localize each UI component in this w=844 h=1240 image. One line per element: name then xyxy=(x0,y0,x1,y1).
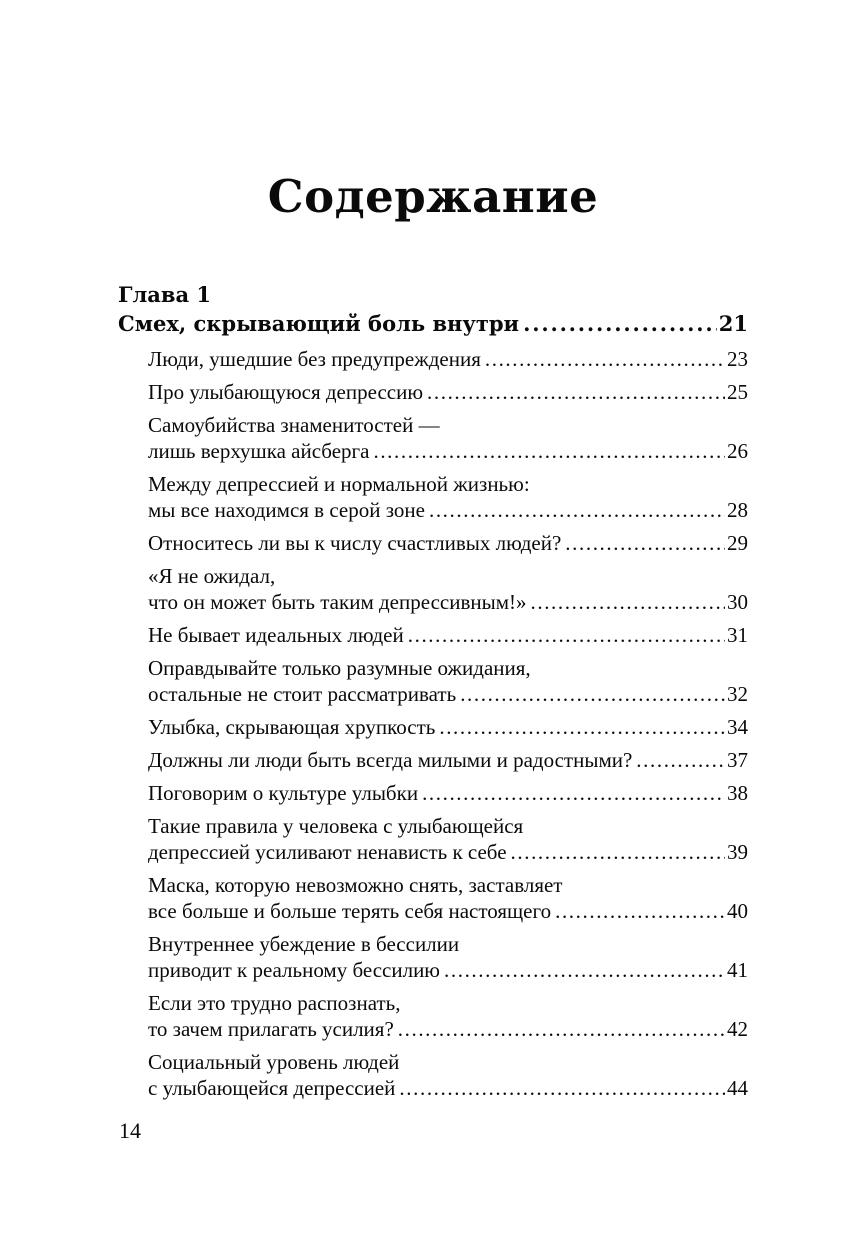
toc-entry-page-number: 26 xyxy=(727,439,748,463)
chapter-title-line xyxy=(118,309,748,338)
toc-entry-text: Про улыбающуюся депрессию xyxy=(148,380,424,404)
toc-entry xyxy=(148,412,748,464)
dot-leader xyxy=(636,747,725,773)
toc-entry-line xyxy=(148,714,748,740)
toc-content xyxy=(118,168,748,1108)
toc-entry-line xyxy=(148,957,748,983)
toc-entry-line xyxy=(148,622,748,648)
toc-entry-line xyxy=(148,839,748,865)
toc-entry xyxy=(148,471,748,523)
toc-entry-text: мы все находимся в серой зоне xyxy=(148,498,425,522)
toc-entry-page-number: 39 xyxy=(727,840,748,864)
toc-entry xyxy=(148,872,748,924)
toc-entry-page-number: 28 xyxy=(727,498,748,522)
toc-entry-text: Должны ли люди быть всегда милыми и радостными? xyxy=(148,748,633,772)
toc-entry-text: Маска, которую невозможно снять, заставляет xyxy=(148,873,563,897)
dot-leader xyxy=(531,589,726,615)
toc-entry xyxy=(148,1049,748,1101)
toc-entry-text: Поговорим о культуре улыбки xyxy=(148,781,419,805)
dot-leader xyxy=(429,497,725,523)
toc-entry xyxy=(148,714,748,740)
toc-entry-text: приводит к реальному бессилию xyxy=(148,958,441,982)
dot-leader xyxy=(408,622,725,648)
toc-entry-text: Люди, ушедшие без предупреждения xyxy=(148,347,481,371)
toc-entry-page-number: 42 xyxy=(727,1017,748,1041)
chapter-label: Глава 1 xyxy=(118,282,212,307)
dot-leader xyxy=(485,346,725,372)
toc-entry-page-number: 29 xyxy=(727,531,748,555)
toc-entry-line xyxy=(148,1049,748,1075)
toc-entry-line xyxy=(148,681,748,707)
toc-entry-page-number: 40 xyxy=(727,899,748,923)
toc-entry-text: то зачем прилагать усилия? xyxy=(148,1017,394,1041)
chapter-heading xyxy=(118,280,748,338)
toc-entry-text: Самоубийства знаменитостей — xyxy=(148,413,440,437)
toc-entry-page-number: 34 xyxy=(727,715,748,739)
toc-entry-line xyxy=(148,412,748,438)
dot-leader xyxy=(555,898,725,924)
toc-entry xyxy=(148,813,748,865)
toc-list xyxy=(118,346,748,1101)
toc-entry-text: остальные не стоит рассматривать xyxy=(148,682,457,706)
toc-entry-text: Социальный уровень людей xyxy=(148,1050,400,1074)
dot-leader xyxy=(460,681,725,707)
toc-entry xyxy=(148,780,748,806)
footer-page-number: 14 xyxy=(119,1118,141,1143)
toc-entry-text: «Я не ожидал, xyxy=(148,564,276,588)
toc-entry-text: депрессией усиливают ненависть к себе xyxy=(148,840,507,864)
toc-entry xyxy=(148,622,748,648)
toc-entry-line xyxy=(148,471,748,497)
dot-leader xyxy=(565,530,725,556)
toc-entry-page-number: 23 xyxy=(727,347,748,371)
toc-entry-line xyxy=(148,780,748,806)
toc-entry-page-number: 38 xyxy=(727,781,748,805)
toc-entry-page-number: 44 xyxy=(727,1076,748,1100)
toc-entry-text: что он может быть таким депрессивным!» xyxy=(148,590,527,614)
toc-entry-text: все больше и больше терять себя настоящего xyxy=(148,899,552,923)
toc-entry-text: Оправдывайте только разумные ожидания, xyxy=(148,656,531,680)
toc-entry-page-number: 41 xyxy=(727,958,748,982)
toc-entry xyxy=(148,563,748,615)
toc-entry-line xyxy=(148,931,748,957)
toc-entry-text: с улыбающейся депрессией xyxy=(148,1076,396,1100)
toc-entry-text: Такие правила у человека с улыбающейся xyxy=(148,814,524,838)
toc-entry-line xyxy=(148,1016,748,1042)
toc-entry-page-number: 31 xyxy=(727,623,748,647)
toc-entry xyxy=(148,379,748,405)
toc-entry-text: Относитесь ли вы к числу счастливых людей? xyxy=(148,531,562,555)
toc-entry-line xyxy=(148,655,748,681)
toc-entry-line xyxy=(148,813,748,839)
dot-leader xyxy=(439,714,725,740)
toc-entry-text: Улыбка, скрывающая хрупкость xyxy=(148,715,436,739)
toc-entry-line xyxy=(148,747,748,773)
toc-entry-text: лишь верхушка айсберга xyxy=(148,439,370,463)
toc-entry-page-number: 37 xyxy=(727,748,748,772)
dot-leader xyxy=(422,780,725,806)
dot-leader xyxy=(399,1075,725,1101)
toc-entry-line xyxy=(148,872,748,898)
toc-entry-line xyxy=(148,589,748,615)
page-title: Содержание xyxy=(267,170,599,223)
toc-entry-text: Не бывает идеальных людей xyxy=(148,623,404,647)
toc-entry-page-number: 25 xyxy=(727,380,748,404)
chapter-title: Смех, скрывающий боль внутри xyxy=(118,311,520,336)
toc-entry-line xyxy=(148,497,748,523)
toc-entry-line xyxy=(148,990,748,1016)
toc-entry-text: Внутреннее убеждение в бессилии xyxy=(148,932,460,956)
dot-leader xyxy=(373,438,725,464)
toc-entry-line xyxy=(148,379,748,405)
dot-leader xyxy=(523,309,717,338)
dot-leader xyxy=(427,379,725,405)
toc-entry-text: Между депрессией и нормальной жизнью: xyxy=(148,472,530,496)
toc-entry-line xyxy=(148,1075,748,1101)
toc-entry xyxy=(148,931,748,983)
toc-entry xyxy=(148,747,748,773)
toc-entry-line xyxy=(148,530,748,556)
toc-entry-text: Если это трудно распознать, xyxy=(148,991,401,1015)
toc-entry-line xyxy=(148,346,748,372)
toc-entry xyxy=(148,990,748,1042)
toc-entry-page-number: 32 xyxy=(727,682,748,706)
toc-entry-page-number: 30 xyxy=(727,590,748,614)
toc-entry-line xyxy=(148,563,748,589)
dot-leader xyxy=(398,1016,725,1042)
toc-entry xyxy=(148,530,748,556)
chapter-page-number: 21 xyxy=(718,311,748,336)
toc-entry xyxy=(148,655,748,707)
dot-leader xyxy=(511,839,725,865)
dot-leader xyxy=(444,957,725,983)
toc-entry-line xyxy=(148,438,748,464)
toc-entry-line xyxy=(148,898,748,924)
toc-entry xyxy=(148,346,748,372)
